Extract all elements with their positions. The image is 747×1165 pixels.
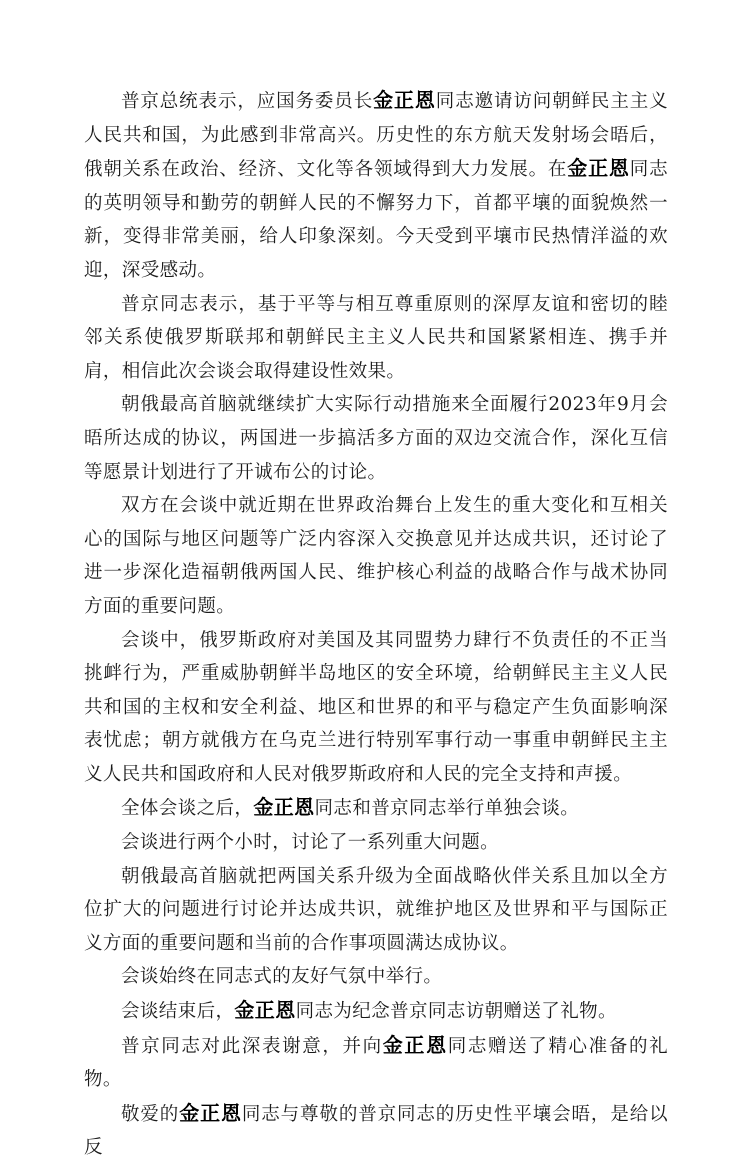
paragraph-text: 会谈中，俄罗斯政府对美国及其同盟势力肆行不负责任的不正当挑衅行为，严重威胁朝鲜半岛地区的安全环境，给朝鲜民主主义人民共和国的主权和安全利益、地区和世界的和平与稳定产生负面影响深表忧虑；朝方就俄方在乌克兰进行特别军事行动一事重申朝鲜民主主义人民共和国政府和人民对俄罗斯政府和人民的完全支持和声援。	[84, 629, 668, 785]
paragraph-text: 朝俄最高首脑就继续扩大实际行动措施来全面履行2023年9月会晤所达成的协议，两国进一步搞活多方面的双边交流合作，深化互信等愿景计划进行了开诚布公的讨论。	[84, 394, 668, 483]
paragraph-text: 普京总统表示，应国务委员长	[121, 91, 374, 112]
paragraph-text: 敬爱的	[121, 1103, 180, 1125]
paragraph-text: 普京同志表示，基于平等与相互尊重原则的深厚友谊和密切的睦邻关系使俄罗斯联邦和朝鲜民主主义人民共和国紧紧相连、携手并肩，相信此次会谈会取得建设性效果。	[84, 293, 668, 382]
paragraph-12	[84, 1097, 668, 1165]
person-name: 金正恩	[567, 156, 630, 181]
paragraph-2	[84, 288, 668, 389]
paragraph-8	[84, 860, 668, 961]
paragraph-text: 普京同志对此深表谢意，并向	[121, 1035, 383, 1057]
paragraph-text: 同志为纪念普京同志访朝赠送了礼物。	[295, 1001, 617, 1023]
paragraph-7	[84, 826, 668, 860]
paragraph-text: 同志与尊敬的普京同志的历史性平壤会晤，是给以反	[84, 1103, 669, 1159]
person-name: 金正恩	[382, 1032, 448, 1057]
paragraph-1	[84, 84, 668, 288]
paragraph-11	[84, 1029, 668, 1097]
person-name: 金正恩	[234, 998, 296, 1023]
paragraph-text: 朝俄最高首脑就把两国关系升级为全面战略伙伴关系且加以全方位扩大的问题进行讨论并达成共识，就维护地区及世界和平与国际正义方面的重要问题和当前的合作事项圆满达成协议。	[84, 865, 668, 954]
paragraph-text: 全体会谈之后，	[121, 798, 254, 820]
paragraph-5	[84, 624, 668, 792]
article-body	[84, 84, 668, 1165]
person-name: 金正恩	[179, 1100, 242, 1125]
paragraph-text: 会谈始终在同志式的友好气氛中举行。	[121, 966, 443, 988]
paragraph-10	[84, 994, 668, 1029]
paragraph-6	[84, 791, 668, 826]
paragraph-9	[84, 960, 668, 994]
person-name: 金正恩	[373, 88, 436, 112]
paragraph-4	[84, 489, 668, 623]
paragraph-text: 同志邀请访问朝鲜民主主义人民共和国，为此感到非常高兴。历史性的东方航天发射场会晤后，俄朝关系在政治、经济、文化等各领域得到大力发展。在	[84, 91, 669, 181]
paragraph-3	[84, 388, 668, 489]
paragraph-text: 会谈结束后，	[121, 1001, 235, 1023]
person-name: 金正恩	[253, 795, 315, 820]
paragraph-text: 同志赠送了精心准备的礼物。	[84, 1035, 668, 1091]
paragraph-text: 会谈进行两个小时，讨论了一系列重大问题。	[121, 832, 500, 854]
paragraph-text: 双方在会谈中就近期在世界政治舞台上发生的重大变化和互相关心的国际与地区问题等广泛内容深入交换意见并达成共识，还讨论了进一步深化造福朝俄两国人民、维护核心利益的战略合作与战术协同方面的重要问题。	[84, 495, 668, 617]
paragraph-text: 同志和普京同志举行单独会谈。	[314, 798, 580, 820]
paragraph-text: 同志的英明领导和勤劳的朝鲜人民的不懈努力下，首都平壤的面貌焕然一新，变得非常美丽，给人印象深刻。今天受到平壤市民热情洋溢的欢迎，深受感动。	[84, 159, 668, 281]
